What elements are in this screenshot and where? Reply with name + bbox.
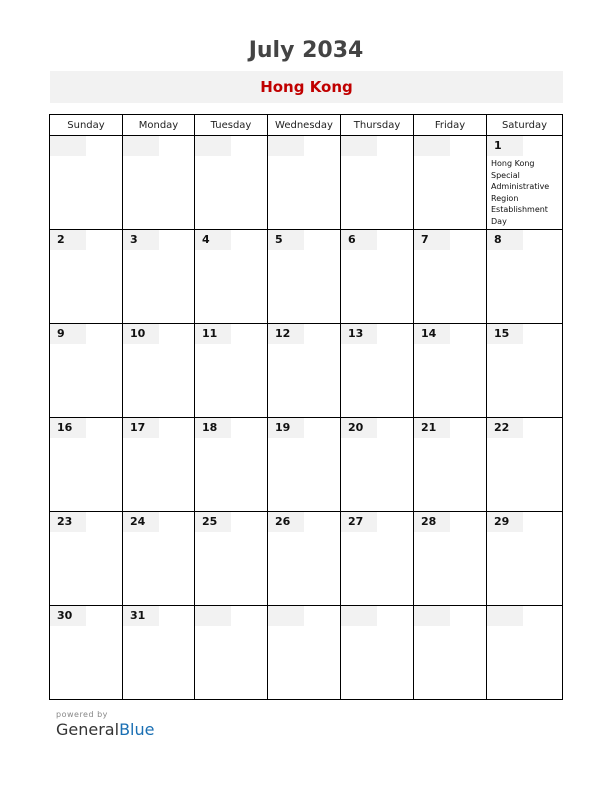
day-cell — [341, 136, 414, 230]
day-cell — [414, 512, 487, 606]
day-number: 3 — [123, 230, 159, 250]
generalblue-logo — [56, 720, 154, 739]
week-row — [50, 324, 563, 418]
day-cell — [268, 418, 341, 512]
day-number: 24 — [123, 512, 159, 532]
day-number: 10 — [123, 324, 159, 344]
day-cell — [414, 230, 487, 324]
weekday-wednesday: Wednesday — [268, 115, 341, 136]
day-cell — [123, 512, 195, 606]
day-cell — [268, 606, 341, 700]
day-cell — [341, 606, 414, 700]
day-number — [414, 606, 450, 626]
day-cell — [123, 230, 195, 324]
day-number — [268, 606, 304, 626]
day-number — [341, 136, 377, 156]
day-cell — [341, 230, 414, 324]
day-cell — [414, 606, 487, 700]
day-number: 11 — [195, 324, 231, 344]
week-row — [50, 512, 563, 606]
day-cell — [123, 418, 195, 512]
week-row — [50, 606, 563, 700]
day-number — [195, 606, 231, 626]
day-number: 29 — [487, 512, 523, 532]
day-number — [123, 136, 159, 156]
week-row — [50, 418, 563, 512]
day-cell — [414, 324, 487, 418]
day-cell — [123, 606, 195, 700]
day-cell — [341, 324, 414, 418]
day-number — [268, 136, 304, 156]
day-cell — [487, 136, 563, 230]
day-cell — [50, 606, 123, 700]
day-number: 4 — [195, 230, 231, 250]
weekday-monday: Monday — [123, 115, 195, 136]
day-number: 15 — [487, 324, 523, 344]
day-cell — [195, 230, 268, 324]
day-cell — [195, 512, 268, 606]
day-cell — [123, 324, 195, 418]
country-banner — [50, 71, 563, 103]
day-cell — [414, 136, 487, 230]
weekday-thursday: Thursday — [341, 115, 414, 136]
day-number: 1 — [487, 136, 523, 156]
day-number: 27 — [341, 512, 377, 532]
day-cell — [195, 324, 268, 418]
day-number: 19 — [268, 418, 304, 438]
day-number: 20 — [341, 418, 377, 438]
day-number: 22 — [487, 418, 523, 438]
day-cell — [195, 606, 268, 700]
powered-by-label: powered by — [56, 710, 108, 719]
footer-branding — [56, 710, 154, 739]
weekday-header-row — [50, 115, 563, 136]
day-cell — [50, 230, 123, 324]
day-cell — [195, 136, 268, 230]
brand-general: General — [56, 720, 120, 739]
country-name: Hong Kong — [260, 78, 353, 96]
day-number — [50, 136, 86, 156]
day-cell — [487, 324, 563, 418]
day-cell — [50, 324, 123, 418]
day-cell — [487, 512, 563, 606]
weekday-saturday: Saturday — [487, 115, 563, 136]
day-number — [341, 606, 377, 626]
day-cell — [123, 136, 195, 230]
day-number: 2 — [50, 230, 86, 250]
day-number: 14 — [414, 324, 450, 344]
day-cell — [487, 230, 563, 324]
day-number — [487, 606, 523, 626]
day-number: 6 — [341, 230, 377, 250]
holiday-label: Hong Kong Special Administrative Region Establishment Day — [491, 159, 550, 226]
day-cell — [268, 324, 341, 418]
day-number — [195, 136, 231, 156]
day-number: 13 — [341, 324, 377, 344]
weekday-friday: Friday — [414, 115, 487, 136]
day-number: 18 — [195, 418, 231, 438]
weekday-tuesday: Tuesday — [195, 115, 268, 136]
day-number: 16 — [50, 418, 86, 438]
day-number — [414, 136, 450, 156]
day-number: 17 — [123, 418, 159, 438]
day-cell — [268, 136, 341, 230]
page-title: July 2034 — [248, 38, 364, 63]
day-number: 25 — [195, 512, 231, 532]
day-cell — [487, 606, 563, 700]
weekday-sunday: Sunday — [50, 115, 123, 136]
week-row — [50, 230, 563, 324]
brand-blue: Blue — [119, 720, 155, 739]
day-number: 21 — [414, 418, 450, 438]
day-number: 30 — [50, 606, 86, 626]
day-cell — [268, 230, 341, 324]
day-cell — [50, 512, 123, 606]
day-cell — [414, 418, 487, 512]
day-cell — [195, 418, 268, 512]
day-number: 5 — [268, 230, 304, 250]
day-number: 9 — [50, 324, 86, 344]
day-number: 12 — [268, 324, 304, 344]
calendar-grid — [49, 114, 563, 700]
day-cell — [268, 512, 341, 606]
day-number: 31 — [123, 606, 159, 626]
week-row — [50, 136, 563, 230]
day-number: 23 — [50, 512, 86, 532]
day-cell — [50, 136, 123, 230]
day-number: 8 — [487, 230, 523, 250]
day-cell — [50, 418, 123, 512]
day-cell — [341, 418, 414, 512]
day-number: 7 — [414, 230, 450, 250]
day-number: 28 — [414, 512, 450, 532]
day-cell — [341, 512, 414, 606]
day-cell — [487, 418, 563, 512]
day-number: 26 — [268, 512, 304, 532]
